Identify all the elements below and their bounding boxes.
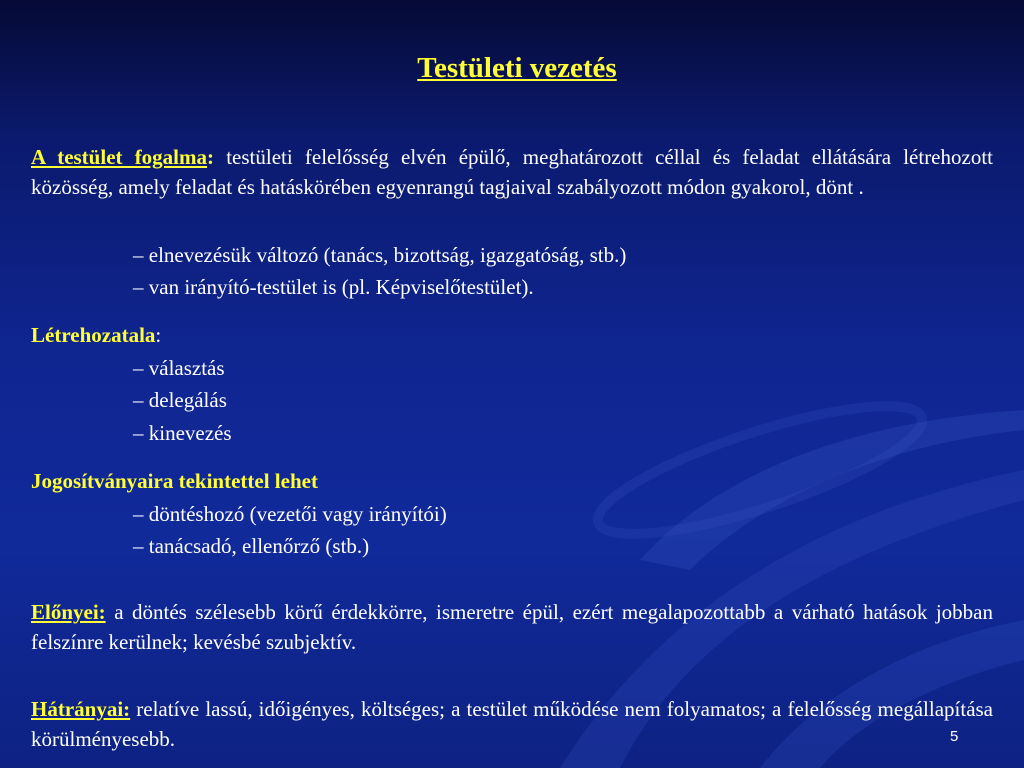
creation-label: Létrehozatala <box>31 323 156 347</box>
creation-heading <box>31 320 161 350</box>
definition-text: testületi felelősség elvén épülő, meghatározott céllal és feladat ellátására létrehozott közösség, amely feladat és hatáskörében egyenrangú tagjaival szabályozott módon gyakorol, dönt . <box>31 145 993 199</box>
page-number: 5 <box>950 728 959 745</box>
definition-bullet-1: – elnevezésük változó (tanács, bizottság, igazgatóság, stb.) <box>133 243 627 267</box>
disadvantages-paragraph <box>31 694 993 754</box>
disadvantages-label: Hátrányai: <box>31 697 131 721</box>
advantages-label: Előnyei: <box>31 600 106 624</box>
powers-bullet-1: – döntéshozó (vezetői vagy irányítói) <box>133 502 447 526</box>
disadvantages-text: relatíve lassú, időigényes, költséges; a testület működése nem folyamatos; a felelősség megállapítása körülményesebb. <box>31 697 994 751</box>
slide-title: Testületi vezetés <box>417 52 617 84</box>
definition-colon: : <box>207 145 215 169</box>
advantages-text: a döntés szélesebb körű érdekkörre, ismeretre épül, ezért megalapozottabb a várható hatások jobban felszínre kerülnek; kevésbé szubjektív. <box>31 600 993 654</box>
creation-bullet-2: – delegálás <box>133 388 227 412</box>
creation-bullet-1: – választás <box>133 356 225 380</box>
powers-heading: Jogosítványaira tekintettel lehet <box>31 469 318 493</box>
creation-bullet-3: – kinevezés <box>133 421 232 445</box>
definition-label: A testület fogalma <box>31 145 208 169</box>
powers-bullet-2: – tanácsadó, ellenőrző (stb.) <box>133 534 370 558</box>
advantages-paragraph <box>31 597 993 657</box>
definition-paragraph <box>31 142 993 202</box>
definition-bullet-2: – van irányító-testület is (pl. Képviselőtestület). <box>133 275 534 299</box>
creation-colon: : <box>155 323 162 347</box>
